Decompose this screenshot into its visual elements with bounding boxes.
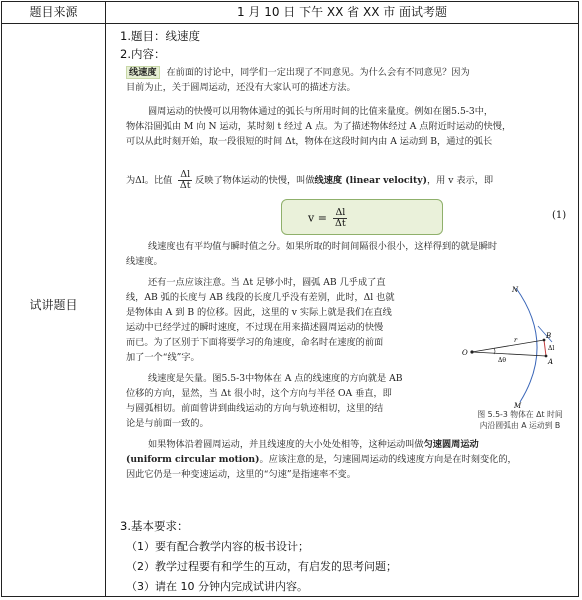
equation-number: (1): [552, 210, 567, 221]
requirement-3: （3）请在 10 分钟内完成试讲内容。: [126, 580, 308, 593]
paragraph-7-line1: 如果物体沿着圆周运动，并且线速度的大小处处相等，这种运动叫做匀速圆周运动: [148, 439, 479, 450]
formula-box: [281, 199, 443, 235]
left-column: [2, 24, 106, 596]
svg-text:N: N: [512, 286, 519, 294]
paragraph-4-line1: 线速度也有平均值与瞬时值之分。如果所取的时间间隔很小很小，这样得到的就是瞬时: [148, 241, 498, 252]
paragraph-4-line2: 线速度。: [126, 256, 163, 267]
paragraph-7-line3: 因此它仍是一种变速运动，这里的“匀速”是指速率不变。: [126, 469, 356, 480]
paragraph-5-line6: 加了一个“线”字。: [126, 352, 200, 363]
ratio-fraction: $\frac{\Delta l}{\Delta t}$: [179, 169, 191, 191]
requirement-1: （1）要有配合教学内容的板书设计；: [126, 540, 309, 553]
paragraph-6-line4: 论是与前面一致的。: [126, 418, 209, 429]
radius-line-a: [472, 352, 546, 356]
paragraph-3: 为Δl。比值 $\frac{\Delta l}{\Delta t}$ 反映了物体运动的快慢，叫做线速度 (linear velocity)，用 v 表示，即: [126, 169, 494, 191]
svg-text:A: A: [548, 358, 554, 366]
uniform-circular-motion-term: 匀速圆周运动: [423, 439, 479, 450]
paragraph-5-line2: 线，AB 弧的长度与 AB 线段的长度几乎没有差别，此时，Δl 也就: [126, 292, 395, 303]
svg-text:B: B: [546, 332, 552, 340]
svg-text:O: O: [462, 349, 468, 357]
figure-caption: 图 5.5-3 物体在 Δt 时间 内沿圆弧由 A 运动到 B: [477, 410, 563, 430]
paragraph-5-line5: 而已。为了区别于下面将要学习的角速度，命名时在速度的前面: [126, 337, 384, 348]
item-title: 1.题目：线速度: [120, 29, 200, 43]
paragraph-6-line2: 位移的方向，显然，当 Δt 很小时，这个方向与半径 OA 垂直，即: [126, 388, 392, 399]
paragraph-intro-cont: 目前为止，关于圆周运动，还没有大家认可的描述方法。: [126, 82, 356, 93]
paragraph-5-line4: 运动中已经学过的瞬时速度，不过现在用来描述圆周运动的快慢: [126, 322, 384, 333]
svg-text:Δθ: Δθ: [498, 357, 506, 364]
paragraph-2-line2: 物体沿圆弧由 M 向 N 运动，某时刻 t 经过 A 点。为了描述物体经过 A 点附近时运动的快慢，: [126, 121, 512, 132]
linear-velocity-term: 线速度 (linear velocity): [314, 175, 427, 186]
item-content-heading: 2.内容：: [120, 47, 166, 61]
center-point: [470, 350, 473, 353]
table-header: [2, 2, 578, 24]
radius-line-b: [472, 340, 544, 352]
formula: v = $\frac{\Delta l}{\Delta t}$: [308, 207, 346, 229]
paragraph-6-line1: 线速度是矢量。图5.5-3中物体在 A 点的线速度的方向就是 AB: [148, 373, 403, 384]
exam-table: [1, 1, 579, 597]
chord-ab: [544, 340, 546, 356]
requirement-2: （2）教学过程要有和学生的互动，有启发的思考问题；: [126, 560, 397, 573]
item-requirements: 3.基本要求：: [120, 519, 189, 533]
paragraph-5-line3: 是物体由 A 到 B 的位移。因此，这里的 v 实际上就是我们在直线: [126, 307, 392, 318]
paragraph-6-line3: 与圆弧相切。前面曾讲到曲线运动的方向与轨迹相切，这里的结: [126, 403, 384, 414]
paragraph-2-line3: 可以从此时刻开始，取一段很短的时间 Δt，物体在这段时间内由 A 运动到 B，通过的弧长: [126, 136, 493, 147]
svg-text:r: r: [514, 336, 518, 344]
header-exam-info: 1 月 10 日 下午 XX 省 XX 市 面试考题: [236, 5, 448, 19]
paragraph-2-line1: 圆周运动的快慢可以用物体通过的弧长与所用时间的比值来量度。例如在图5.5-3中，: [148, 106, 494, 117]
figure-circular-motion: [454, 282, 572, 410]
content-cell: [106, 24, 578, 596]
arc-trajectory: [516, 288, 537, 402]
svg-text:M: M: [514, 402, 522, 410]
topic-label: 试讲题目: [29, 298, 78, 312]
paragraph-7-line2: (uniform circular motion)。应该注意的是，匀速圆周运动的线速度方向是在时刻变化的，: [126, 454, 517, 465]
paragraph-intro: 线速度 在前面的讨论中，同学们一定出现了不同意见。为什么会有不同意见？因为: [126, 66, 470, 80]
paragraph-5-line1: 还有一点应该注意。当 Δt 足够小时，圆弧 AB 几乎成了直: [148, 277, 386, 288]
header-source-label: 题目来源: [2, 2, 106, 23]
linear-velocity-tag: 线速度: [126, 66, 160, 79]
svg-text:Δl: Δl: [548, 345, 555, 352]
